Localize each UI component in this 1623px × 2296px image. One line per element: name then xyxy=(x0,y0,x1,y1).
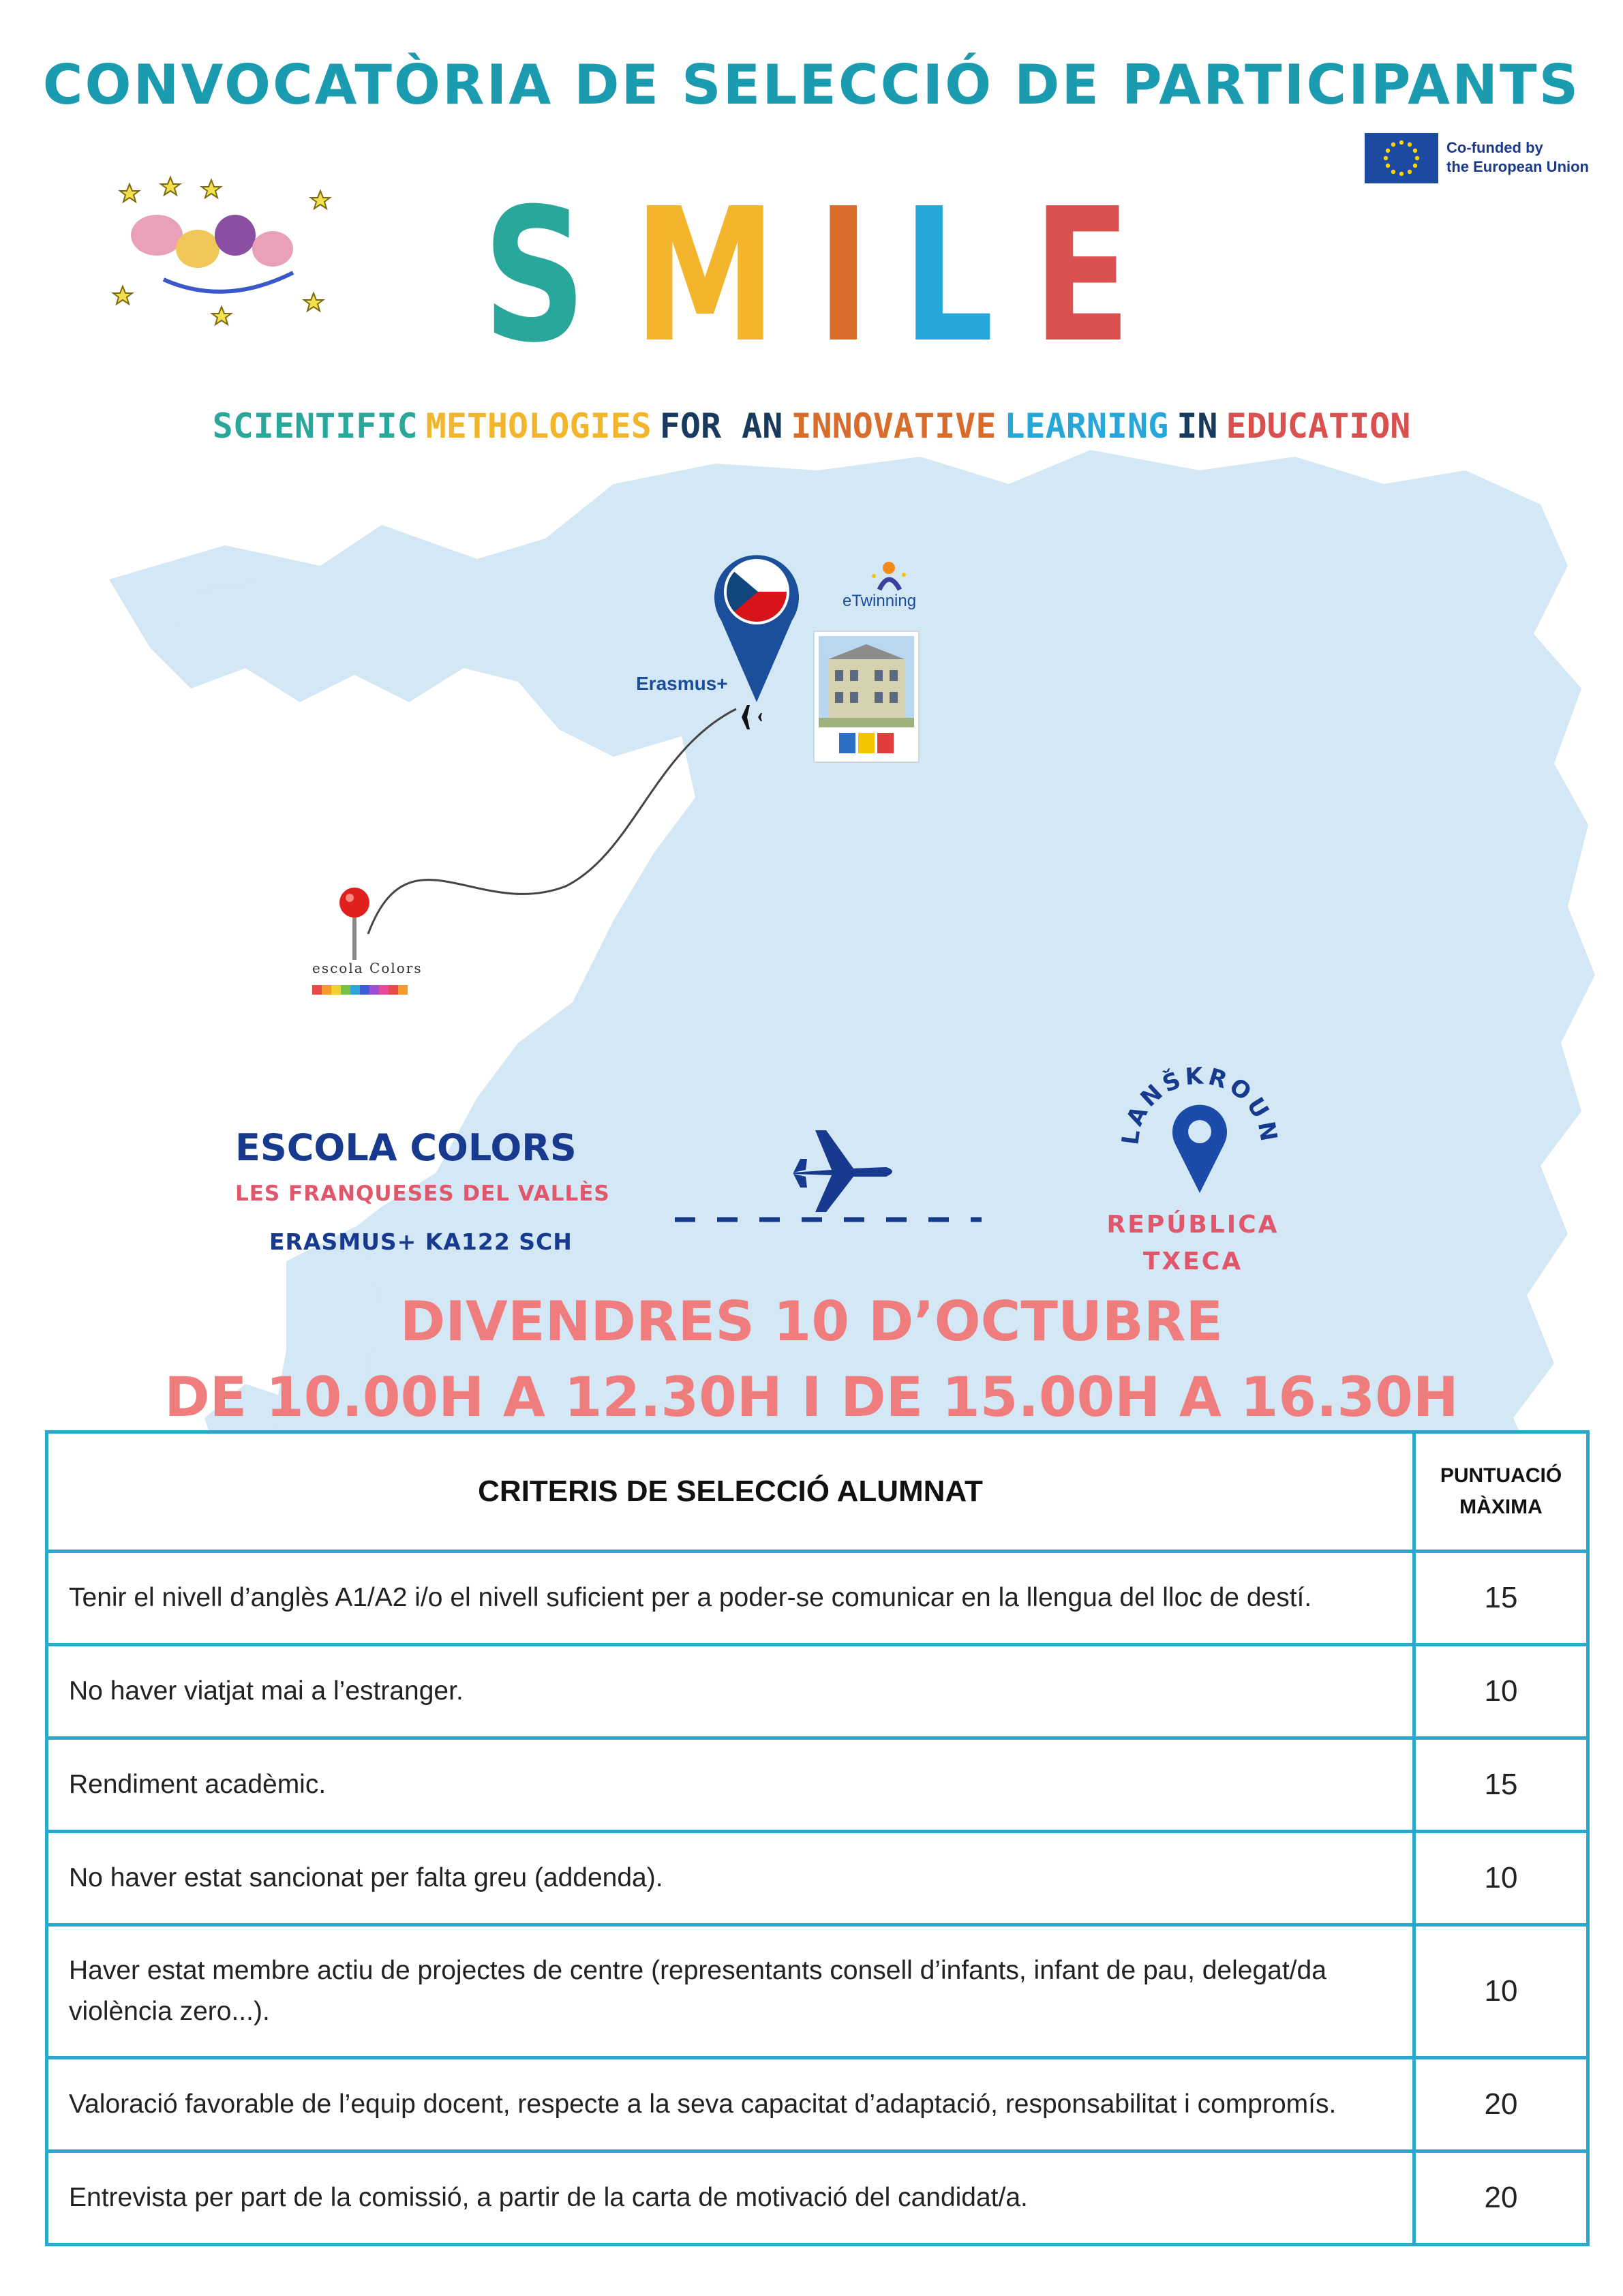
destination-country xyxy=(1084,1207,1302,1280)
escola-colors-logo: escola Colors xyxy=(312,960,423,976)
red-push-pin-icon xyxy=(337,886,371,961)
smile-wordmark xyxy=(0,168,1623,383)
points-cell: 20 xyxy=(1414,2058,1588,2151)
points-cell: 10 xyxy=(1414,1832,1588,1925)
destination-city: LANŠKROUN xyxy=(1117,1062,1284,1147)
origin-program: ERASMUS+ KA122 SCH xyxy=(269,1228,573,1255)
table-row xyxy=(47,2058,1588,2151)
table-row xyxy=(47,1552,1588,1645)
erasmus-label: Erasmus+ xyxy=(636,673,728,694)
table-row xyxy=(47,1738,1588,1832)
escola-colors-stripes xyxy=(312,985,414,995)
event-time: DE 10.00H A 12.30H I DE 15.00H A 16.30H xyxy=(164,1365,1459,1429)
etwinning-label: eTwinning xyxy=(843,592,917,610)
criteria-column-header: CRITERIS DE SELECCIÓ ALUMNAT xyxy=(47,1432,1414,1552)
smile-letter-l: L xyxy=(902,168,1004,383)
eu-cofunded-label xyxy=(1446,138,1589,177)
criterion-cell: Entrevista per part de la comissió, a partir de la carta de motivació del candidat/a. xyxy=(47,2151,1414,2245)
destination-country-line-2: TXECA xyxy=(1142,1248,1243,1275)
smile-letter-m: M xyxy=(633,168,787,383)
eu-flag-icon xyxy=(1365,133,1438,183)
subtitle-word: FOR AN xyxy=(659,406,783,446)
criterion-cell: Tenir el nivell d’anglès A1/A2 i/o el nivell suficient per a poder-se comunicar en la llengua del lloc de destí. xyxy=(47,1552,1414,1645)
subtitle-word: EDUCATION xyxy=(1226,406,1411,446)
destination-country-line-1: REPÚBLICA xyxy=(1106,1211,1279,1239)
criterion-cell: No haver estat sancionat per falta greu (addenda). xyxy=(47,1832,1414,1925)
points-header-line-2: MÀXIMA xyxy=(1459,1496,1543,1518)
page-title: CONVOCATÒRIA DE SELECCIÓ DE PARTICIPANTS xyxy=(42,53,1581,117)
smile-letter-i: I xyxy=(816,168,880,383)
eu-line-1: Co-funded by xyxy=(1446,139,1543,156)
selection-criteria-table xyxy=(45,1430,1590,2246)
points-cell: 10 xyxy=(1414,1645,1588,1738)
subtitle-word: IN xyxy=(1177,406,1218,446)
points-cell: 20 xyxy=(1414,2151,1588,2245)
location-pin-icon xyxy=(1172,1105,1227,1193)
table-row xyxy=(47,2151,1588,2245)
airplane-icon xyxy=(791,1125,900,1213)
origin-school-name: ESCOLA COLORS xyxy=(235,1126,577,1169)
points-cell: 15 xyxy=(1414,1738,1588,1832)
table-row xyxy=(47,1832,1588,1925)
points-cell: 15 xyxy=(1414,1552,1588,1645)
subtitle-word: SCIENTIFIC xyxy=(212,406,418,446)
subtitle-word: METHOLOGIES xyxy=(425,406,652,446)
destination-city-badge xyxy=(1111,1050,1288,1200)
table-header-row xyxy=(47,1432,1588,1552)
criterion-cell: Haver estat membre actiu de projectes de centre (representants consell d’infants, infant de pau, delegat/da violència zero...). xyxy=(47,1925,1414,2058)
criterion-cell: Valoració favorable de l’equip docent, respecte a la seva capacitat d’adaptació, responsabilitat i compromís. xyxy=(47,2058,1414,2151)
smile-letter-e: E xyxy=(1033,168,1141,383)
points-column-header xyxy=(1414,1432,1588,1552)
points-header-line-1: PUNTUACIÓ xyxy=(1440,1464,1562,1487)
table-row xyxy=(47,1645,1588,1738)
airplane-small-icon xyxy=(728,702,762,732)
table-row xyxy=(47,1925,1588,2058)
destination-school-photo xyxy=(813,631,920,763)
subtitle-word: INNOVATIVE xyxy=(791,406,997,446)
points-cell: 10 xyxy=(1414,1925,1588,2058)
origin-town: LES FRANQUESES DEL VALLÈS xyxy=(235,1181,610,1206)
eu-line-2: the European Union xyxy=(1446,158,1589,175)
event-date: DIVENDRES 10 D’OCTUBRE xyxy=(399,1290,1224,1353)
criterion-cell: No haver viatjat mai a l’estranger. xyxy=(47,1645,1414,1738)
subtitle-word: LEARNING xyxy=(1004,406,1169,446)
criterion-cell: Rendiment acadèmic. xyxy=(47,1738,1414,1832)
smile-letter-s: S xyxy=(483,168,596,383)
route-dashed-line xyxy=(675,1215,982,1224)
smile-subtitle xyxy=(0,406,1623,446)
